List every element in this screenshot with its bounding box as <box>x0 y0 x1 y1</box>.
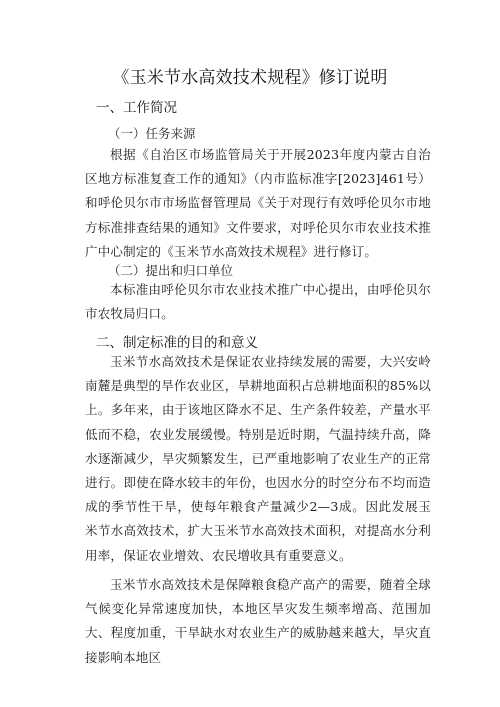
paragraph-proposing-unit: 本标准由呼伦贝尔市农业技术推广中心提出，由呼伦贝尔市农牧局归口。 <box>85 282 431 322</box>
subsection-heading-task-source: （一）任务来源 <box>108 126 196 141</box>
subsection-heading-proposing-unit: （二）提出和归口单位 <box>108 263 234 278</box>
section-heading-work-overview: 一、工作简况 <box>96 100 177 116</box>
document-title: 《玉米节水高效技术规程》修订说明 <box>112 68 388 88</box>
paragraph-task-source: 根据《自治区市场监管局关于开展2023年度内蒙古自治区地方标准复查工作的通知》（内市监标准字[2023]461号）和呼伦贝尔市市场监督管理局《关于对现行有效呼伦贝尔市地方标准排查结果的通知》文件要求，对呼伦贝尔市农业技术推广中心制定的《玉米节水高效技术规程》进行修订。 <box>85 147 431 259</box>
paragraph-purpose-1: 玉米节水高效技术是保证农业持续发展的需要，大兴安岭南麓是典型的旱作农业区，旱耕地面积占总耕地面积的85%以上。多年来，由于该地区降水不足、生产条件较差，产量水平低而不稳，农业发展缓慢。特别是近时期，气温持续升高，降水逐渐减少，旱灾频繁发生，已严重地影响了农业生产的正常进行。即使在降水较丰的年份，也因水分的时空分布不均而造成的季节性干旱，使每年粮食产量减少2—3成。因此发展玉米节水高效技术，扩大玉米节水高效技术面积，对提高水分利用率，保证农业增效、农民增收具有重要意义。 <box>85 354 431 563</box>
section-heading-purpose-significance: 二、制定标准的目的和意义 <box>96 335 258 351</box>
paragraph-purpose-2: 玉米节水高效技术是保障粮食稳产高产的需要，随着全球气候变化异常速度加快，本地区旱灾发生频率增高、范围加大、程度加重，干旱缺水对农业生产的威胁越来越大，旱灾直接影响本地区 <box>85 577 431 665</box>
